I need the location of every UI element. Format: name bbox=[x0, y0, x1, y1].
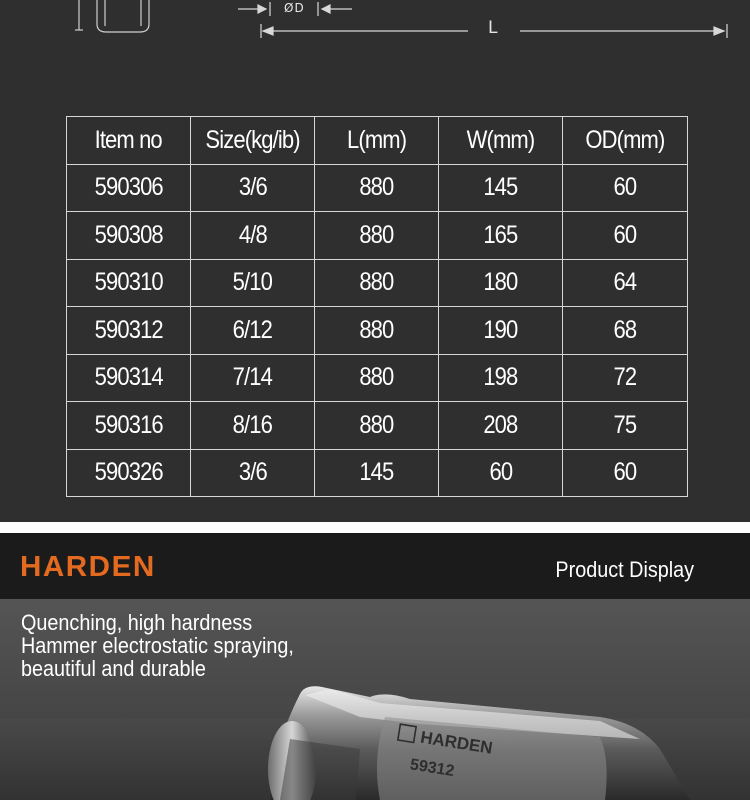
table-row bbox=[67, 354, 688, 402]
cell-item-no: 590316 bbox=[67, 402, 191, 450]
cell-od: 64 bbox=[563, 259, 688, 307]
header-size: Size(kg/ib) bbox=[191, 117, 315, 165]
cell-size: 3/6 bbox=[191, 164, 315, 212]
header-length: L(mm) bbox=[315, 117, 439, 165]
table-row bbox=[67, 164, 688, 212]
brand-emblem-icon bbox=[398, 724, 416, 742]
od-label: ØD bbox=[284, 1, 305, 15]
cell-item-no: 590308 bbox=[67, 212, 191, 260]
cell-width: 180 bbox=[439, 259, 563, 307]
section-divider bbox=[0, 522, 750, 533]
section-title: Product Display bbox=[555, 557, 694, 582]
table-row bbox=[67, 449, 688, 497]
cell-size: 4/8 bbox=[191, 212, 315, 260]
feature-line: beautiful and durable bbox=[21, 656, 206, 681]
cell-od: 60 bbox=[563, 164, 688, 212]
cell-width: 208 bbox=[439, 402, 563, 450]
cell-width: 60 bbox=[439, 449, 563, 497]
engraved-brand: HARDEN bbox=[419, 727, 494, 758]
cell-size: 3/6 bbox=[191, 449, 315, 497]
table-row bbox=[67, 402, 688, 450]
cell-od: 75 bbox=[563, 402, 688, 450]
cell-width: 145 bbox=[439, 164, 563, 212]
cell-od: 60 bbox=[563, 212, 688, 260]
feature-line: Quenching, high hardness bbox=[21, 610, 253, 635]
cell-width: 198 bbox=[439, 354, 563, 402]
header-item-no: Item no bbox=[67, 117, 191, 165]
hammer-sketch-icon bbox=[75, 0, 149, 32]
cell-od: 60 bbox=[563, 449, 688, 497]
spec-table bbox=[66, 116, 688, 497]
brand-header bbox=[0, 533, 750, 599]
dimension-lines-graphic bbox=[0, 0, 750, 110]
table-row bbox=[67, 212, 688, 260]
dimension-diagram bbox=[0, 0, 750, 110]
cell-length: 145 bbox=[315, 449, 439, 497]
cell-length: 880 bbox=[315, 307, 439, 355]
feature-description bbox=[21, 611, 324, 680]
table-header-row bbox=[67, 117, 688, 165]
cell-length: 880 bbox=[315, 212, 439, 260]
header-width: W(mm) bbox=[439, 117, 563, 165]
cell-length: 880 bbox=[315, 259, 439, 307]
cell-width: 165 bbox=[439, 212, 563, 260]
feature-line: Hammer electrostatic spraying, bbox=[21, 633, 294, 658]
header-od: OD(mm) bbox=[563, 117, 688, 165]
cell-length: 880 bbox=[315, 354, 439, 402]
cell-size: 5/10 bbox=[191, 259, 315, 307]
cell-width: 190 bbox=[439, 307, 563, 355]
harden-logo: HARDEN bbox=[20, 551, 156, 583]
table-row bbox=[67, 259, 688, 307]
cell-item-no: 590312 bbox=[67, 307, 191, 355]
cell-item-no: 590326 bbox=[67, 449, 191, 497]
cell-item-no: 590314 bbox=[67, 354, 191, 402]
cell-od: 68 bbox=[563, 307, 688, 355]
cell-od: 72 bbox=[563, 354, 688, 402]
cell-length: 880 bbox=[315, 402, 439, 450]
cell-item-no: 590306 bbox=[67, 164, 191, 212]
engraved-model: 59312 bbox=[408, 756, 456, 781]
product-photo bbox=[0, 599, 750, 800]
cell-item-no: 590310 bbox=[67, 259, 191, 307]
cell-size: 7/14 bbox=[191, 354, 315, 402]
cell-size: 6/12 bbox=[191, 307, 315, 355]
cell-length: 880 bbox=[315, 164, 439, 212]
cell-size: 8/16 bbox=[191, 402, 315, 450]
table-row bbox=[67, 307, 688, 355]
length-label: L bbox=[488, 18, 498, 38]
